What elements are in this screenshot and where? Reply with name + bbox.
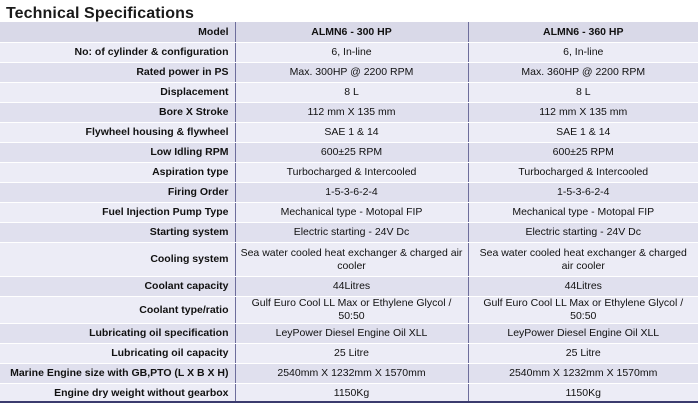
table-row bbox=[0, 183, 698, 203]
spec-label: Rated power in PS bbox=[0, 63, 235, 83]
spec-value-300: Mechanical type - Motopal FIP bbox=[235, 203, 468, 223]
spec-value-360: Turbocharged & Intercooled bbox=[468, 163, 698, 183]
spec-value-300: 600±25 RPM bbox=[235, 143, 468, 163]
table-row bbox=[0, 63, 698, 83]
page-title: Technical Specifications bbox=[6, 5, 194, 22]
spec-label: Cooling system bbox=[0, 243, 235, 277]
spec-value-300: 1150Kg bbox=[235, 384, 468, 404]
spec-value-360: 1150Kg bbox=[468, 384, 698, 404]
spec-value-360: LeyPower Diesel Engine Oil XLL bbox=[468, 324, 698, 344]
spec-value-300: 112 mm X 135 mm bbox=[235, 103, 468, 123]
spec-label: Flywheel housing & flywheel bbox=[0, 123, 235, 143]
spec-label: Starting system bbox=[0, 223, 235, 243]
spec-value-300: 44Litres bbox=[235, 277, 468, 297]
spec-value-360: 1-5-3-6-2-4 bbox=[468, 183, 698, 203]
table-header-row bbox=[0, 22, 698, 43]
header-model-300: ALMN6 - 300 HP bbox=[235, 22, 468, 43]
table-row bbox=[0, 324, 698, 344]
spec-label: Aspiration type bbox=[0, 163, 235, 183]
spec-value-360: Mechanical type - Motopal FIP bbox=[468, 203, 698, 223]
table-row bbox=[0, 243, 698, 277]
spec-label: Engine dry weight without gearbox bbox=[0, 384, 235, 404]
table-row bbox=[0, 83, 698, 103]
spec-value-300: LeyPower Diesel Engine Oil XLL bbox=[235, 324, 468, 344]
spec-value-300: Gulf Euro Cool LL Max or Ethylene Glycol / 50:50 bbox=[235, 297, 468, 324]
table-row bbox=[0, 297, 698, 324]
spec-label: Low Idling RPM bbox=[0, 143, 235, 163]
header-model-360: ALMN6 - 360 HP bbox=[468, 22, 698, 43]
spec-value-360: 8 L bbox=[468, 83, 698, 103]
spec-value-300: Electric starting - 24V Dc bbox=[235, 223, 468, 243]
spec-value-300: 8 L bbox=[235, 83, 468, 103]
spec-value-360: 44Litres bbox=[468, 277, 698, 297]
spec-value-300: 25 Litre bbox=[235, 344, 468, 364]
table-row bbox=[0, 344, 698, 364]
spec-value-360: 112 mm X 135 mm bbox=[468, 103, 698, 123]
spec-label: Firing Order bbox=[0, 183, 235, 203]
spec-label: Coolant type/ratio bbox=[0, 297, 235, 324]
spec-label: Lubricating oil capacity bbox=[0, 344, 235, 364]
spec-label: Lubricating oil specification bbox=[0, 324, 235, 344]
spec-table bbox=[0, 22, 698, 404]
spec-value-360: Electric starting - 24V Dc bbox=[468, 223, 698, 243]
spec-label: Bore X Stroke bbox=[0, 103, 235, 123]
spec-value-300: Max. 300HP @ 2200 RPM bbox=[235, 63, 468, 83]
spec-value-300: Turbocharged & Intercooled bbox=[235, 163, 468, 183]
spec-value-360: Max. 360HP @ 2200 RPM bbox=[468, 63, 698, 83]
spec-value-360: Gulf Euro Cool LL Max or Ethylene Glycol / 50:50 bbox=[468, 297, 698, 324]
spec-label: No: of cylinder & configuration bbox=[0, 43, 235, 63]
header-label: Model bbox=[0, 22, 235, 43]
spec-label: Fuel Injection Pump Type bbox=[0, 203, 235, 223]
spec-label: Displacement bbox=[0, 83, 235, 103]
spec-value-360: 2540mm X 1232mm X 1570mm bbox=[468, 364, 698, 384]
spec-value-360: Sea water cooled heat exchanger & charged air cooler bbox=[468, 243, 698, 277]
table-row bbox=[0, 143, 698, 163]
spec-value-300: SAE 1 & 14 bbox=[235, 123, 468, 143]
table-row bbox=[0, 203, 698, 223]
spec-value-360: 600±25 RPM bbox=[468, 143, 698, 163]
spec-value-300: 1-5-3-6-2-4 bbox=[235, 183, 468, 203]
table-row bbox=[0, 163, 698, 183]
spec-value-360: 25 Litre bbox=[468, 344, 698, 364]
table-row bbox=[0, 123, 698, 143]
table-row bbox=[0, 103, 698, 123]
spec-label: Coolant capacity bbox=[0, 277, 235, 297]
spec-value-360: 6, In-line bbox=[468, 43, 698, 63]
spec-value-360: SAE 1 & 14 bbox=[468, 123, 698, 143]
spec-value-300: 2540mm X 1232mm X 1570mm bbox=[235, 364, 468, 384]
table-row bbox=[0, 364, 698, 384]
spec-label: Marine Engine size with GB,PTO (L X B X H) bbox=[0, 364, 235, 384]
table-row bbox=[0, 223, 698, 243]
table-row bbox=[0, 43, 698, 63]
table-row bbox=[0, 277, 698, 297]
spec-value-300: Sea water cooled heat exchanger & charged air cooler bbox=[235, 243, 468, 277]
spec-value-300: 6, In-line bbox=[235, 43, 468, 63]
